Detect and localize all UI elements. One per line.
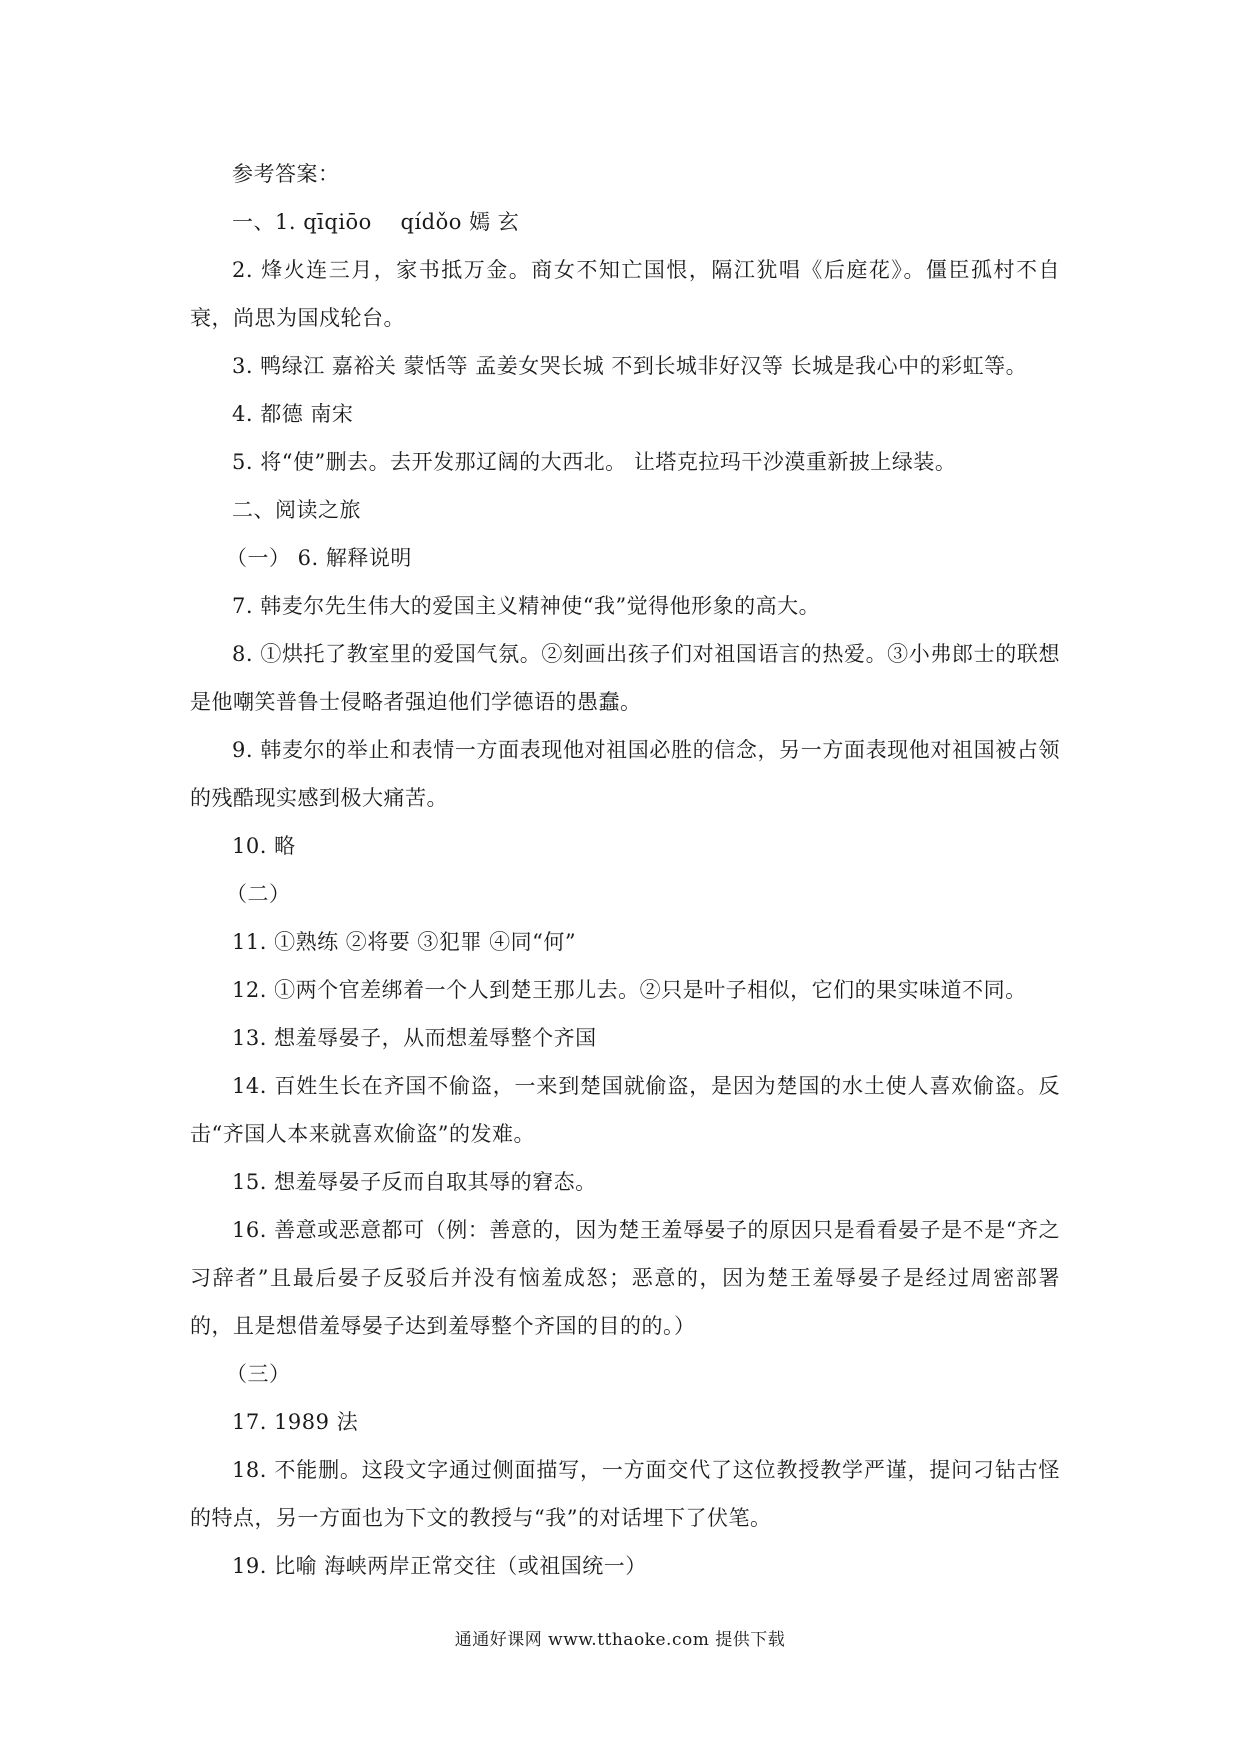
answer-item: 15. 想羞辱晏子反而自取其辱的窘态。 — [232, 1170, 597, 1194]
answer-item: 18. 不能删。这段文字通过侧面描写，一方面交代了这位教授教学严谨，提问刁钻古怪的特点，另一方面也为下文的教授与“我”的对话埋下了伏笔。 — [190, 1458, 1060, 1530]
section-heading: 二、阅读之旅 — [232, 498, 361, 522]
answer-item: 16. 善意或恶意都可（例：善意的，因为楚王羞辱晏子的原因只是看看晏子是不是“齐之习辞者”且最后晏子反驳后并没有恼羞成怒；恶意的，因为楚王羞辱晏子是经过周密部署的，且是想借羞辱晏子达到羞辱整个齐国的目的的。） — [190, 1218, 1060, 1338]
answer-item: 11. ①熟练 ②将要 ③犯罪 ④同“何” — [232, 930, 577, 954]
subsection-heading: （二） — [226, 882, 291, 906]
answer-item: 4. 都德 南宋 — [232, 402, 354, 426]
subsection-heading: （一） 6. 解释说明 — [226, 546, 412, 570]
answer-item: 14. 百姓生长在齐国不偷盗，一来到楚国就偷盗，是因为楚国的水土使人喜欢偷盗。反击“齐国人本来就喜欢偷盗”的发难。 — [190, 1074, 1060, 1146]
answer-item: 17. 1989 法 — [232, 1410, 359, 1434]
answer-item: 9. 韩麦尔的举止和表情一方面表现他对祖国必胜的信念，另一方面表现他对祖国被占领的残酷现实感到极大痛苦。 — [190, 738, 1060, 810]
answer-item: 7. 韩麦尔先生伟大的爱国主义精神使“我”觉得他形象的高大。 — [232, 594, 821, 618]
answer-item: 一、1. qīqiōo qídǒo 嫣 玄 — [232, 210, 520, 234]
answer-key-heading: 参考答案： — [232, 162, 340, 186]
page-footer: 通通好课网 www.tthaoke.com 提供下载 — [454, 1630, 786, 1650]
answer-item: 13. 想羞辱晏子，从而想羞辱整个齐国 — [232, 1026, 597, 1050]
answer-item: 2. 烽火连三月，家书抵万金。商女不知亡国恨，隔江犹唱《后庭花》。僵臣孤村不自衰，尚思为国戍轮台。 — [190, 258, 1060, 330]
answer-key-document — [190, 150, 1060, 1590]
answer-item: 19. 比喻 海峡两岸正常交往（或祖国统一） — [232, 1554, 647, 1578]
answer-item: 10. 略 — [232, 834, 296, 858]
answer-item: 8. ①烘托了教室里的爱国气氛。②刻画出孩子们对祖国语言的热爱。③小弗郎士的联想是他嘲笑普鲁士侵略者强迫他们学德语的愚蠢。 — [190, 642, 1060, 714]
answer-item: 5. 将“使”删去。去开发那辽阔的大西北。 让塔克拉玛干沙漠重新披上绿装。 — [232, 450, 957, 474]
answer-item: 3. 鸭绿江 嘉裕关 蒙恬等 孟姜女哭长城 不到长城非好汉等 长城是我心中的彩虹等。 — [232, 354, 1028, 378]
subsection-heading: （三） — [226, 1362, 291, 1386]
answer-item: 12. ①两个官差绑着一个人到楚王那儿去。②只是叶子相似，它们的果实味道不同。 — [232, 978, 1027, 1002]
